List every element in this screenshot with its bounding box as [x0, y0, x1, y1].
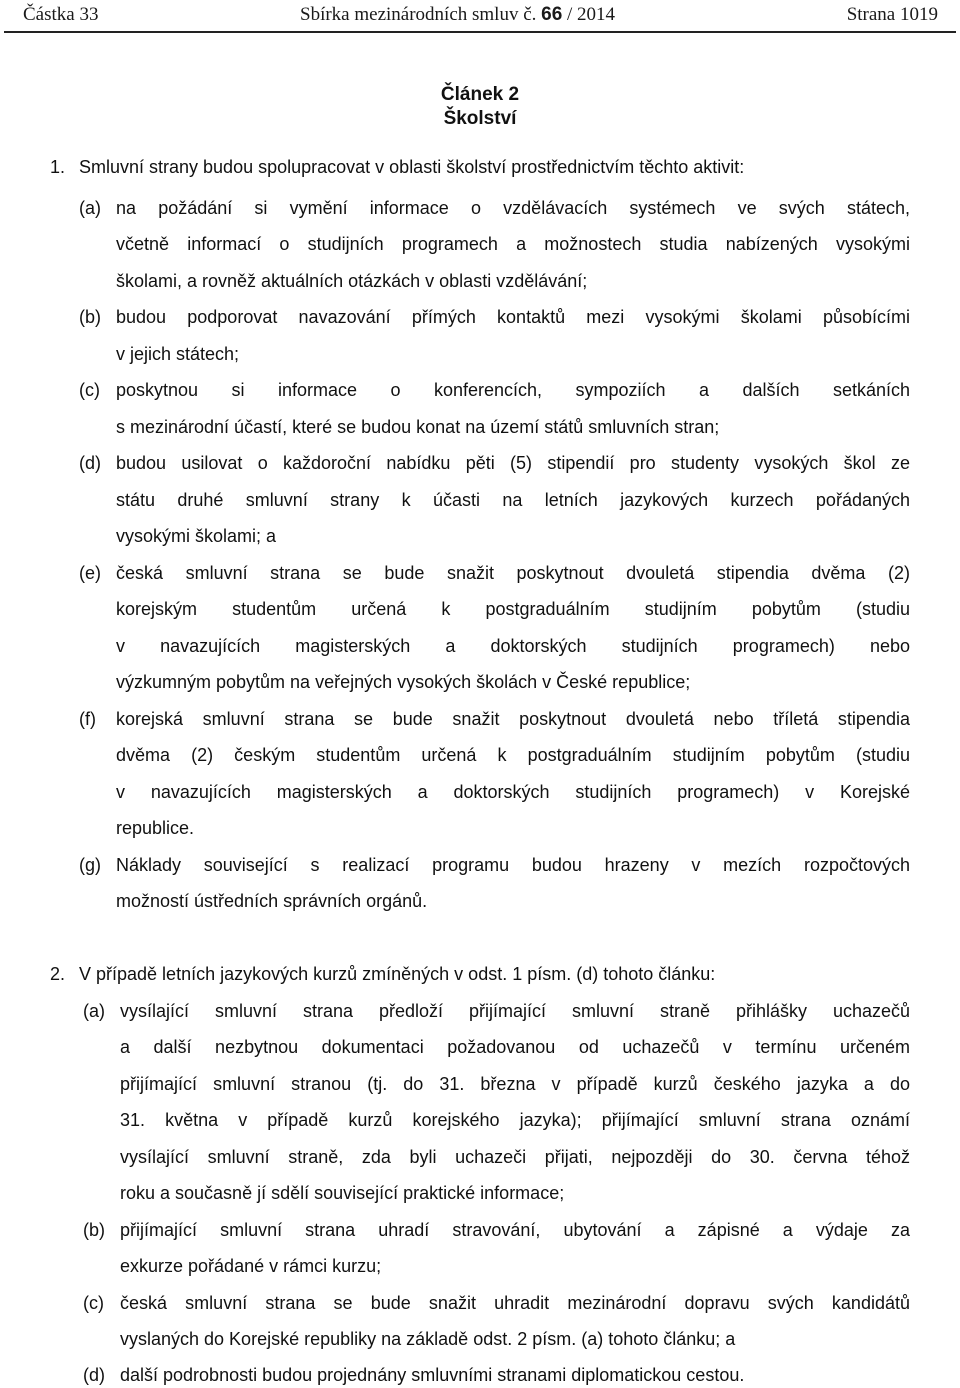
item-line: roku a současně jí sdělí související praktické informace;	[120, 1183, 565, 1203]
header-collection-year: / 2014	[562, 4, 616, 25]
item-line: další podrobnosti budou projednány smluvními stranami diplomatickou cestou.	[120, 1365, 745, 1385]
item-line: korejským studentům určená k postgraduálním studijním pobytům (studiu	[116, 599, 910, 619]
item-label: (g)	[79, 855, 101, 875]
item-line: přijímající smluvní strana uhradí stravování, ubytování a zápisné a výdaje za	[120, 1220, 910, 1240]
item-line: poskytnou si informace o konferencích, sympoziích a dalších setkáních	[116, 380, 910, 400]
item-line: vyslaných do Korejské republiky na základě odst. 2 písm. (a) tohoto článku; a	[120, 1329, 736, 1349]
item-line: v navazujících magisterských a doktorských studijních programech) v Korejské	[116, 782, 910, 802]
item-label: (d)	[79, 453, 101, 473]
item-line: vysokými školami; a	[116, 526, 277, 546]
item-line: korejská smluvní strana se bude snažit poskytnout dvouletá nebo tříletá stipendia	[116, 709, 910, 729]
header-collection-number: 66	[541, 4, 563, 25]
item-line: česká smluvní strana se bude snažit poskytnout dvouletá stipendia dvěma (2)	[116, 563, 910, 583]
item-label: (a)	[83, 1001, 105, 1021]
item-line: vysílající smluvní strana předloží přijímající smluvní straně přihlášky uchazečů	[120, 1001, 910, 1021]
item-line: republice.	[116, 818, 195, 838]
item-line: Náklady související s realizací programu budou hrazeny v mezích rozpočtových	[116, 855, 910, 875]
item-line: a další nezbytnou dokumentaci požadovanou od uchazečů v termínu určeném	[120, 1037, 910, 1057]
item-label: (f)	[79, 709, 96, 729]
item-line: státu druhé smluvní strany k účasti na letních jazykových kurzech pořádaných	[116, 490, 910, 510]
header-page-number: Strana 1019	[846, 4, 938, 25]
item-line: přijímající smluvní stranou (tj. do 31. března v případě kurzů českého jazyka a do	[120, 1074, 910, 1094]
section-2-label: 2.	[50, 964, 66, 984]
item-line: budou usilovat o každoroční nabídku pěti (5) stipendií pro studenty vysokých škol ze	[116, 453, 910, 473]
article-title: Školství	[443, 108, 517, 129]
item-line: s mezinárodní účastí, které se budou konat na území států smluvních stran;	[116, 417, 720, 437]
item-line: možností ústředních správních orgánů.	[116, 891, 428, 911]
item-label: (b)	[79, 307, 101, 327]
section-1-intro: Smluvní strany budou spolupracovat v oblasti školství prostřednictvím těchto aktivit:	[79, 157, 745, 177]
header-collection-text: Sbírka mezinárodních smluv č.	[300, 4, 542, 25]
header-collection-title	[300, 4, 615, 26]
article-number: Článek 2	[440, 84, 520, 105]
header-part-label: Částka 33	[23, 4, 99, 25]
item-line: školami, a rovněž aktuálních otázkách v oblasti vzdělávání;	[116, 271, 588, 291]
page-header	[0, 0, 960, 34]
item-line: v navazujících magisterských a doktorských studijních programech) nebo	[116, 636, 910, 656]
item-line: budou podporovat navazování přímých kontaktů mezi vysokými školami působícími	[116, 307, 910, 327]
item-label: (e)	[79, 563, 101, 583]
item-line: česká smluvní strana se bude snažit uhradit mezinárodní dopravu svých kandidátů	[120, 1293, 910, 1313]
item-line: v jejich státech;	[116, 344, 240, 364]
item-label: (d)	[83, 1365, 105, 1385]
item-line: vysílající smluvní straně, zda byli uchazeči přijati, nejpozději do 30. června téhož	[120, 1147, 910, 1167]
section-1-label: 1.	[50, 157, 66, 177]
header-rule	[4, 31, 956, 33]
item-label: (c)	[83, 1293, 104, 1313]
section-2-intro: V případě letních jazykových kurzů zmíněných v odst. 1 písm. (d) tohoto článku:	[79, 964, 716, 984]
item-line: exkurze pořádané v rámci kurzu;	[120, 1256, 382, 1276]
item-line: výzkumným pobytům na veřejných vysokých školách v České republice;	[116, 672, 691, 692]
item-line: 31. května v případě kurzů korejského jazyka); přijímající smluvní strana oznámí	[120, 1110, 910, 1130]
item-line: dvěma (2) českým studentům určená k postgraduálním studijním pobytům (studiu	[116, 745, 910, 765]
item-label: (b)	[83, 1220, 105, 1240]
item-line: na požádání si vymění informace o vzdělávacích systémech ve svých státech,	[116, 198, 910, 218]
item-line: včetně informací o studijních programech a možnostech studia nabízených vysokými	[116, 234, 910, 254]
item-label: (a)	[79, 198, 101, 218]
item-label: (c)	[79, 380, 100, 400]
